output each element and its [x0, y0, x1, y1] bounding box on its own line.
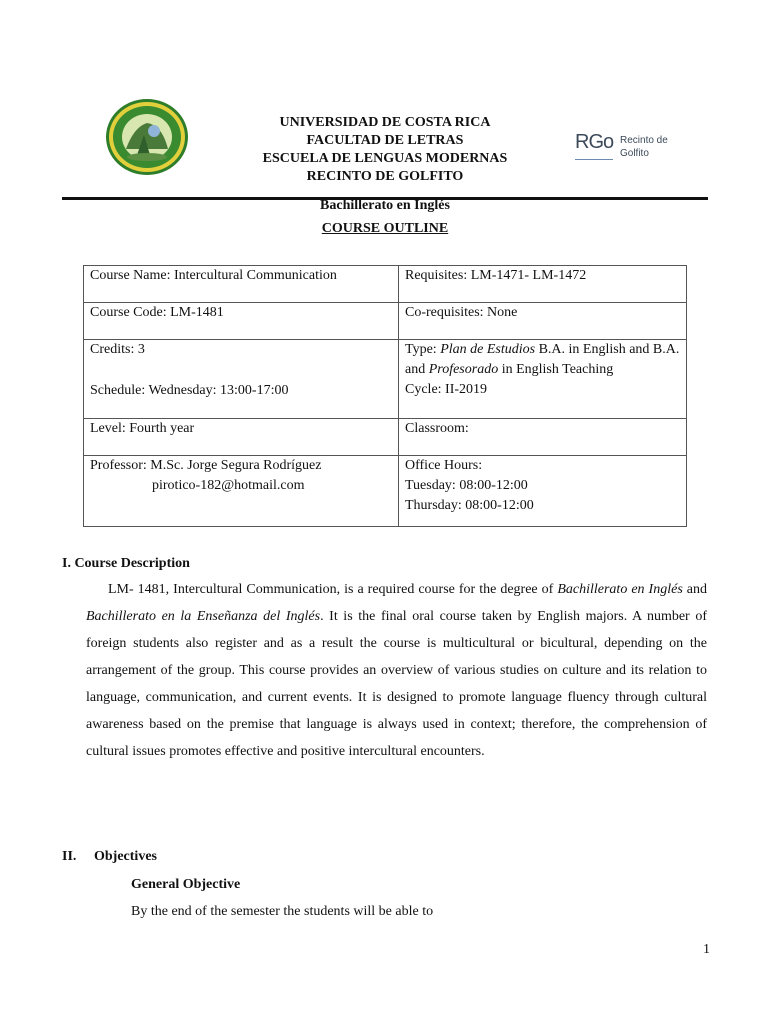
university-name: UNIVERSIDAD DE COSTA RICA: [279, 115, 491, 130]
school-name: ESCUELA DE LENGUAS MODERNAS: [262, 151, 508, 166]
objectives-title: Objectives: [94, 849, 157, 864]
office-hours-cell: [399, 456, 687, 527]
table-row: [84, 340, 687, 419]
requisites-cell: Requisites: LM-1471- LM-1472: [399, 266, 687, 303]
rgo-logo: [575, 128, 685, 168]
table-row: [84, 303, 687, 340]
course-name-cell: Course Name: Intercultural Communication: [84, 266, 399, 303]
objectives-heading: [62, 849, 157, 865]
rgo-caption-line1: Recinto de: [620, 135, 668, 146]
course-description-heading: I. Course Description: [62, 556, 190, 571]
course-description-paragraph: LM- 1481, Intercultural Communication, is a required course for the degree of Bachillerato en Inglés and Bachillerato en la Enseñanza del Inglés. It is the final oral course taken by English majors. A number of foreign students also register and as a result the course is multicultural or bicultural, depending on the arrangement of the group. This course provides an overview of various studies on culture and its relation to language, communication, and current events. It is designed to promote language fluency through cultural awareness based on the premise that language is always used in context; therefore, the comprehension of cultural issues promotes effective and positive intercultural encounters.: [86, 582, 707, 759]
rgo-caption-line2: Golfito: [620, 148, 649, 159]
table-row: [84, 456, 687, 527]
thursday-hours: Thursday: 08:00-12:00: [405, 498, 534, 513]
tuesday-hours: Tuesday: 08:00-12:00: [405, 478, 528, 493]
office-hours-label: Office Hours:: [405, 458, 483, 473]
professor-name: Professor: M.Sc. Jorge Segura Rodríguez: [90, 458, 322, 473]
credits-schedule-cell: [84, 340, 399, 419]
course-info-table: [83, 265, 687, 527]
co-requisites-cell: Co-requisites: None: [399, 303, 687, 340]
professor-cell: [84, 456, 399, 527]
objective-intro: By the end of the semester the students will be able to: [131, 904, 434, 919]
objectives-number: II.: [62, 849, 77, 864]
table-row: [84, 266, 687, 303]
professor-email: pirotico-182@hotmail.com: [152, 478, 305, 493]
rgo-underline: [575, 159, 613, 160]
table-row: [84, 419, 687, 456]
rgo-mark: RGo: [575, 131, 614, 153]
faculty-name: FACULTAD DE LETRAS: [306, 133, 464, 148]
cycle-text: Cycle: II-2019: [405, 382, 488, 397]
program-name: Bachillerato en Inglés: [320, 198, 450, 213]
rgo-caption: [620, 134, 668, 160]
credits-text: Credits: 3: [90, 342, 145, 357]
course-code-cell: Course Code: LM-1481: [84, 303, 399, 340]
classroom-cell: Classroom:: [399, 419, 687, 456]
campus-name: RECINTO DE GOLFITO: [306, 169, 464, 184]
page-number: 1: [703, 942, 710, 957]
general-objective-heading: General Objective: [131, 877, 241, 892]
type-cycle-cell: [399, 340, 687, 419]
document-title: COURSE OUTLINE: [321, 221, 449, 236]
level-cell: Level: Fourth year: [84, 419, 399, 456]
university-seal: [104, 97, 190, 177]
schedule-text: Schedule: Wednesday: 13:00-17:00: [90, 383, 289, 398]
type-text: Type: Plan de Estudios B.A. in English and B.A. and Profesorado in English Teaching: [405, 342, 680, 377]
institution-header: [200, 114, 570, 186]
